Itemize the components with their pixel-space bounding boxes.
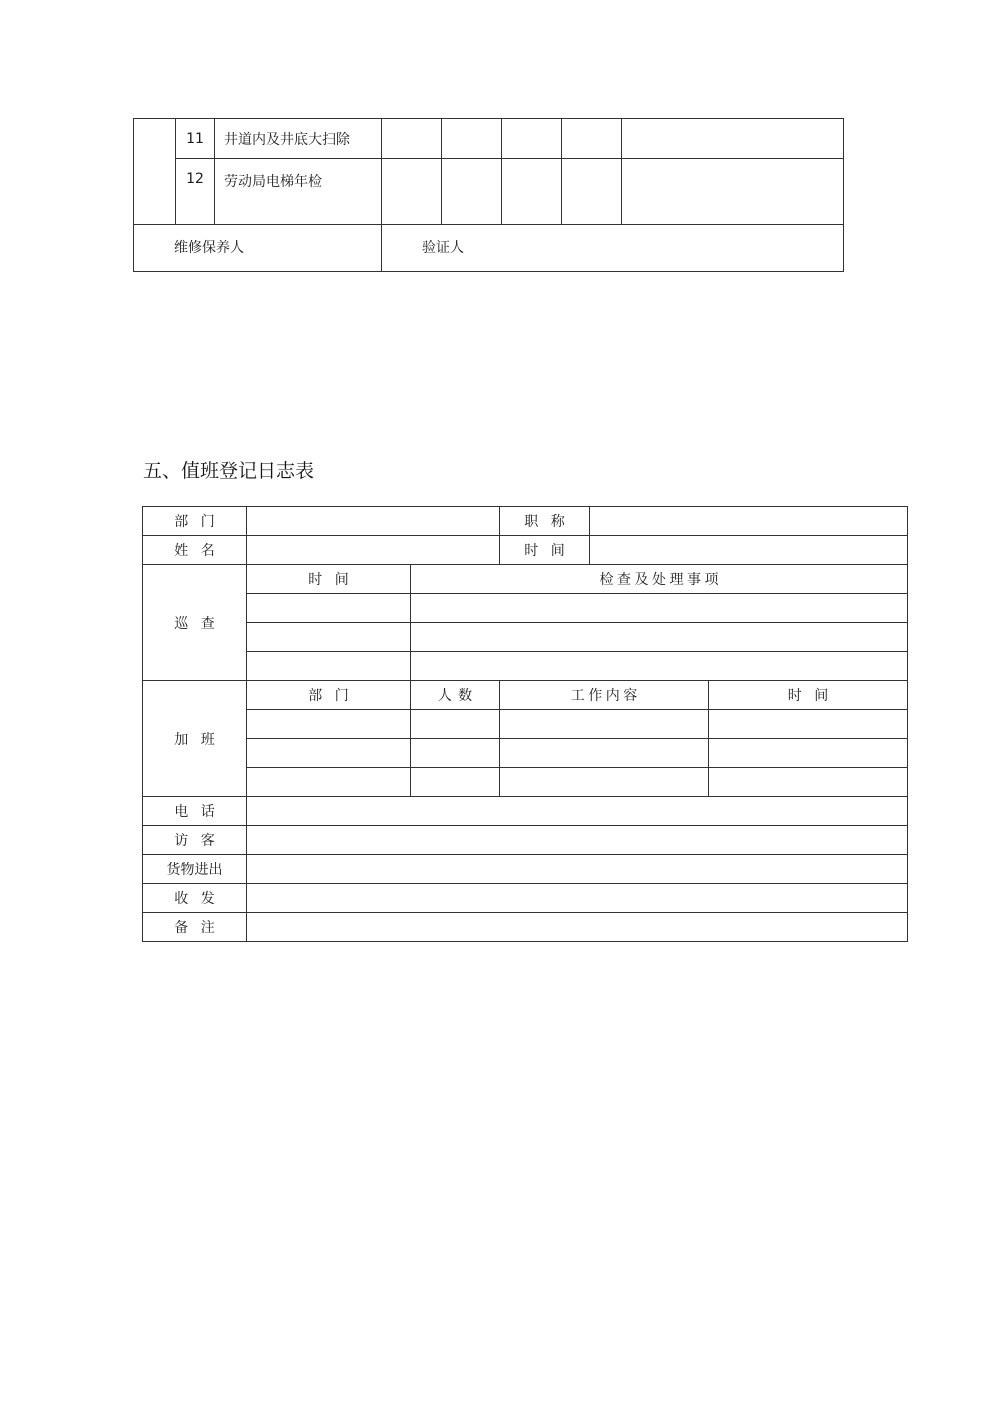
ot-content-field[interactable] — [500, 739, 709, 768]
visitor-field[interactable] — [247, 826, 908, 855]
patrol-items-field[interactable] — [411, 652, 908, 681]
ot-count-field[interactable] — [411, 739, 500, 768]
maintainer-field[interactable] — [134, 225, 382, 272]
check-cell[interactable] — [562, 159, 622, 225]
ot-time-header: 时间 — [709, 681, 908, 710]
duty-log-table — [142, 506, 908, 942]
ot-dept-field[interactable] — [247, 739, 411, 768]
ot-dept-header: 部门 — [247, 681, 411, 710]
verifier-field[interactable] — [382, 225, 844, 272]
ot-count-field[interactable] — [411, 768, 500, 797]
row-item: 劳动局电梯年检 — [215, 159, 382, 225]
visitor-label: 访客 — [143, 826, 247, 855]
remarks-label: 备注 — [143, 913, 247, 942]
time-field[interactable] — [590, 536, 908, 565]
table-row — [134, 159, 844, 225]
overtime-label: 加班 — [143, 681, 247, 797]
maintainer-label: 维修保养人 — [174, 240, 244, 256]
patrol-items-header: 检查及处理事项 — [411, 565, 908, 594]
goods-field[interactable] — [247, 855, 908, 884]
goods-label: 货物进出 — [143, 855, 247, 884]
job-title-label: 职称 — [500, 507, 590, 536]
patrol-label: 巡查 — [143, 565, 247, 681]
row-item: 井道内及井底大扫除 — [215, 119, 382, 159]
ot-time-field[interactable] — [709, 710, 908, 739]
remarks-field[interactable] — [247, 913, 908, 942]
patrol-time-header: 时间 — [247, 565, 411, 594]
name-label: 姓名 — [143, 536, 247, 565]
patrol-time-field[interactable] — [247, 594, 411, 623]
dept-label: 部门 — [143, 507, 247, 536]
remark-cell[interactable] — [622, 119, 844, 159]
check-cell[interactable] — [562, 119, 622, 159]
check-cell[interactable] — [502, 119, 562, 159]
check-cell[interactable] — [382, 159, 442, 225]
section-title: 五、值班登记日志表 — [143, 460, 315, 482]
ot-dept-field[interactable] — [247, 710, 411, 739]
maintenance-table — [133, 118, 844, 272]
dept-field[interactable] — [247, 507, 500, 536]
patrol-time-field[interactable] — [247, 652, 411, 681]
check-cell[interactable] — [442, 159, 502, 225]
ot-count-field[interactable] — [411, 710, 500, 739]
table-row — [134, 119, 844, 159]
mail-field[interactable] — [247, 884, 908, 913]
time-label: 时间 — [500, 536, 590, 565]
name-field[interactable] — [247, 536, 500, 565]
ot-dept-field[interactable] — [247, 768, 411, 797]
ot-content-field[interactable] — [500, 768, 709, 797]
verifier-label: 验证人 — [422, 240, 464, 256]
phone-label: 电话 — [143, 797, 247, 826]
ot-content-header: 工作内容 — [500, 681, 709, 710]
signature-row — [134, 225, 844, 272]
check-cell[interactable] — [442, 119, 502, 159]
check-cell[interactable] — [382, 119, 442, 159]
ot-time-field[interactable] — [709, 739, 908, 768]
ot-content-field[interactable] — [500, 710, 709, 739]
group-cell — [134, 119, 176, 225]
patrol-items-field[interactable] — [411, 623, 908, 652]
phone-field[interactable] — [247, 797, 908, 826]
ot-time-field[interactable] — [709, 768, 908, 797]
row-number: 11 — [176, 119, 215, 159]
mail-label: 收发 — [143, 884, 247, 913]
patrol-time-field[interactable] — [247, 623, 411, 652]
check-cell[interactable] — [502, 159, 562, 225]
remark-cell[interactable] — [622, 159, 844, 225]
job-title-field[interactable] — [590, 507, 908, 536]
row-number: 12 — [176, 159, 215, 225]
ot-count-header: 人数 — [411, 681, 500, 710]
patrol-items-field[interactable] — [411, 594, 908, 623]
